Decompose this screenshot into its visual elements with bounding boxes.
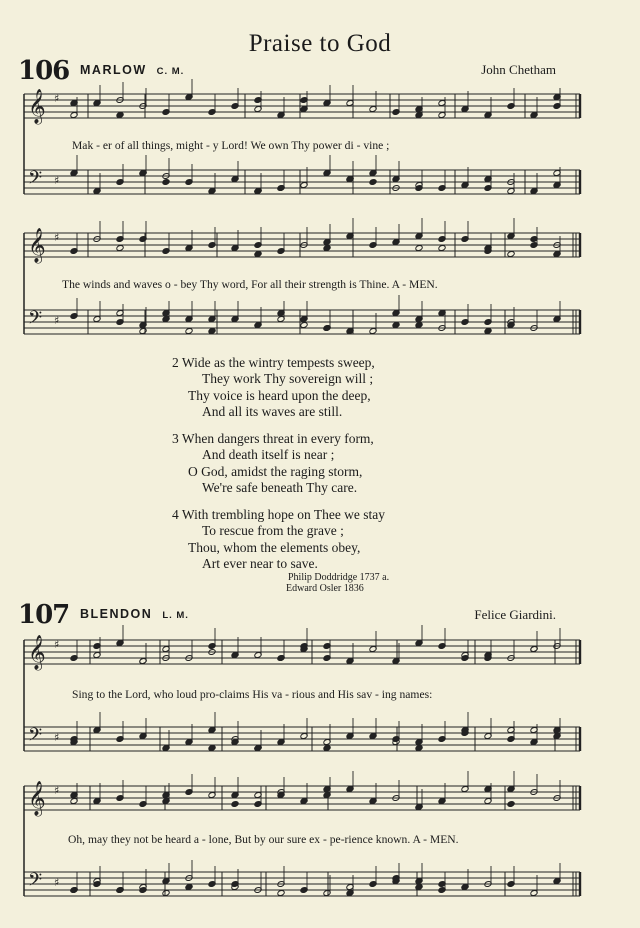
sharp-sign: ♯ (54, 92, 60, 105)
note-head (139, 328, 147, 335)
lyric-line: Mak - er of all things, might - y Lord! We own Thy power di - vine ; (72, 139, 390, 152)
treble-clef: 𝄞 (28, 89, 46, 124)
hymn-number: 107 (18, 600, 70, 630)
stanza-line: Thou, whom the elements obey, (188, 539, 361, 555)
stanza (172, 431, 374, 497)
treble-clef: 𝄞 (28, 635, 46, 670)
note-head (231, 739, 239, 746)
sharp-sign: ♯ (54, 638, 60, 651)
note-head (116, 245, 124, 252)
stanza-number: 3 (172, 431, 179, 446)
stanza (172, 355, 375, 421)
bass-clef: 𝄢 (28, 725, 43, 750)
note-head (323, 325, 331, 332)
note-head (231, 801, 239, 808)
note-head (323, 245, 331, 252)
note-head (162, 890, 170, 897)
author-credit: Edward Osler 1836 (286, 583, 364, 594)
tune-name (80, 607, 189, 621)
meter: C. M. (156, 66, 185, 77)
stanza-line: 4 With trembling hope on Thee we stay (172, 507, 386, 522)
bass-clef: 𝄢 (28, 308, 43, 333)
note-head (116, 887, 124, 894)
sharp-sign: ♯ (54, 231, 60, 244)
stanza-line: 3 When dangers threat in every form, (172, 431, 374, 446)
note-head (254, 188, 262, 195)
author-credit: Philip Doddridge 1737 a. (288, 572, 390, 583)
stanza-line: Thy voice is heard upon the deep, (188, 387, 371, 403)
note-head (139, 887, 147, 894)
note-head (415, 322, 423, 329)
lyric-line: Sing to the Lord, who loud pro-claims His va - rious and His sav - ing names: (72, 688, 433, 701)
bass-clef: 𝄢 (28, 168, 43, 193)
note-head (208, 328, 216, 335)
note-head (116, 112, 124, 119)
note-head (369, 179, 377, 186)
note-head (254, 745, 262, 752)
stanza-number: 2 (172, 355, 179, 370)
note-head (415, 245, 423, 252)
stanza-line: They work Thy sovereign will ; (202, 371, 374, 387)
note-head (415, 884, 423, 891)
tune-name-text: MARLOW (80, 63, 147, 77)
note-head (484, 328, 492, 335)
note-head (323, 745, 331, 752)
composer: John Chetham (481, 62, 556, 77)
page-title: Praise to God (248, 30, 392, 57)
author-credits (286, 572, 389, 594)
lyric-line: Oh, may they not be heard a - lone, But by our sure ex - pe-rience known. A - MEN. (68, 833, 459, 846)
stanza-number: 4 (172, 507, 179, 522)
tune-name-text: BLENDON (80, 607, 153, 621)
note-head (415, 745, 423, 752)
sharp-sign: ♯ (54, 876, 60, 889)
stanza-line: Art ever near to save. (202, 556, 318, 572)
note-head (277, 185, 285, 192)
note-head (507, 251, 515, 258)
note-head (162, 179, 170, 186)
note-head (415, 804, 423, 811)
note-head (392, 322, 400, 329)
stanza-line: We're safe beneath Thy care. (202, 480, 358, 496)
note-head (254, 251, 262, 258)
treble-clef: 𝄞 (28, 228, 46, 263)
note-head (300, 322, 308, 329)
hymn-number: 106 (18, 56, 70, 86)
stanza-line: And all its waves are still. (202, 404, 343, 420)
meter: L. M. (162, 610, 189, 621)
note-head (185, 328, 193, 335)
note-head (507, 801, 515, 808)
lyric-line: The winds and waves o - bey Thy word, For all their strength is Thine. A - MEN. (62, 278, 438, 291)
stanza-line: And death itself is near ; (202, 447, 335, 463)
sharp-sign: ♯ (54, 314, 60, 327)
sharp-sign: ♯ (54, 784, 60, 797)
note-head (438, 245, 446, 252)
stanza-line: To rescue from the grave ; (202, 523, 344, 539)
sharp-sign: ♯ (54, 731, 60, 744)
note-head (277, 655, 285, 662)
bass-clef: 𝄢 (28, 870, 43, 895)
stanza (172, 507, 385, 573)
treble-clef: 𝄞 (28, 781, 46, 816)
sharp-sign: ♯ (54, 174, 60, 187)
note-head (185, 884, 193, 891)
note-head (208, 745, 216, 752)
note-head (277, 890, 285, 897)
composer: Felice Giardini. (474, 607, 556, 622)
stanza-line: O God, amidst the raging storm, (188, 463, 363, 479)
stanza-line: 2 Wide as the wintry tempests sweep, (172, 355, 375, 370)
